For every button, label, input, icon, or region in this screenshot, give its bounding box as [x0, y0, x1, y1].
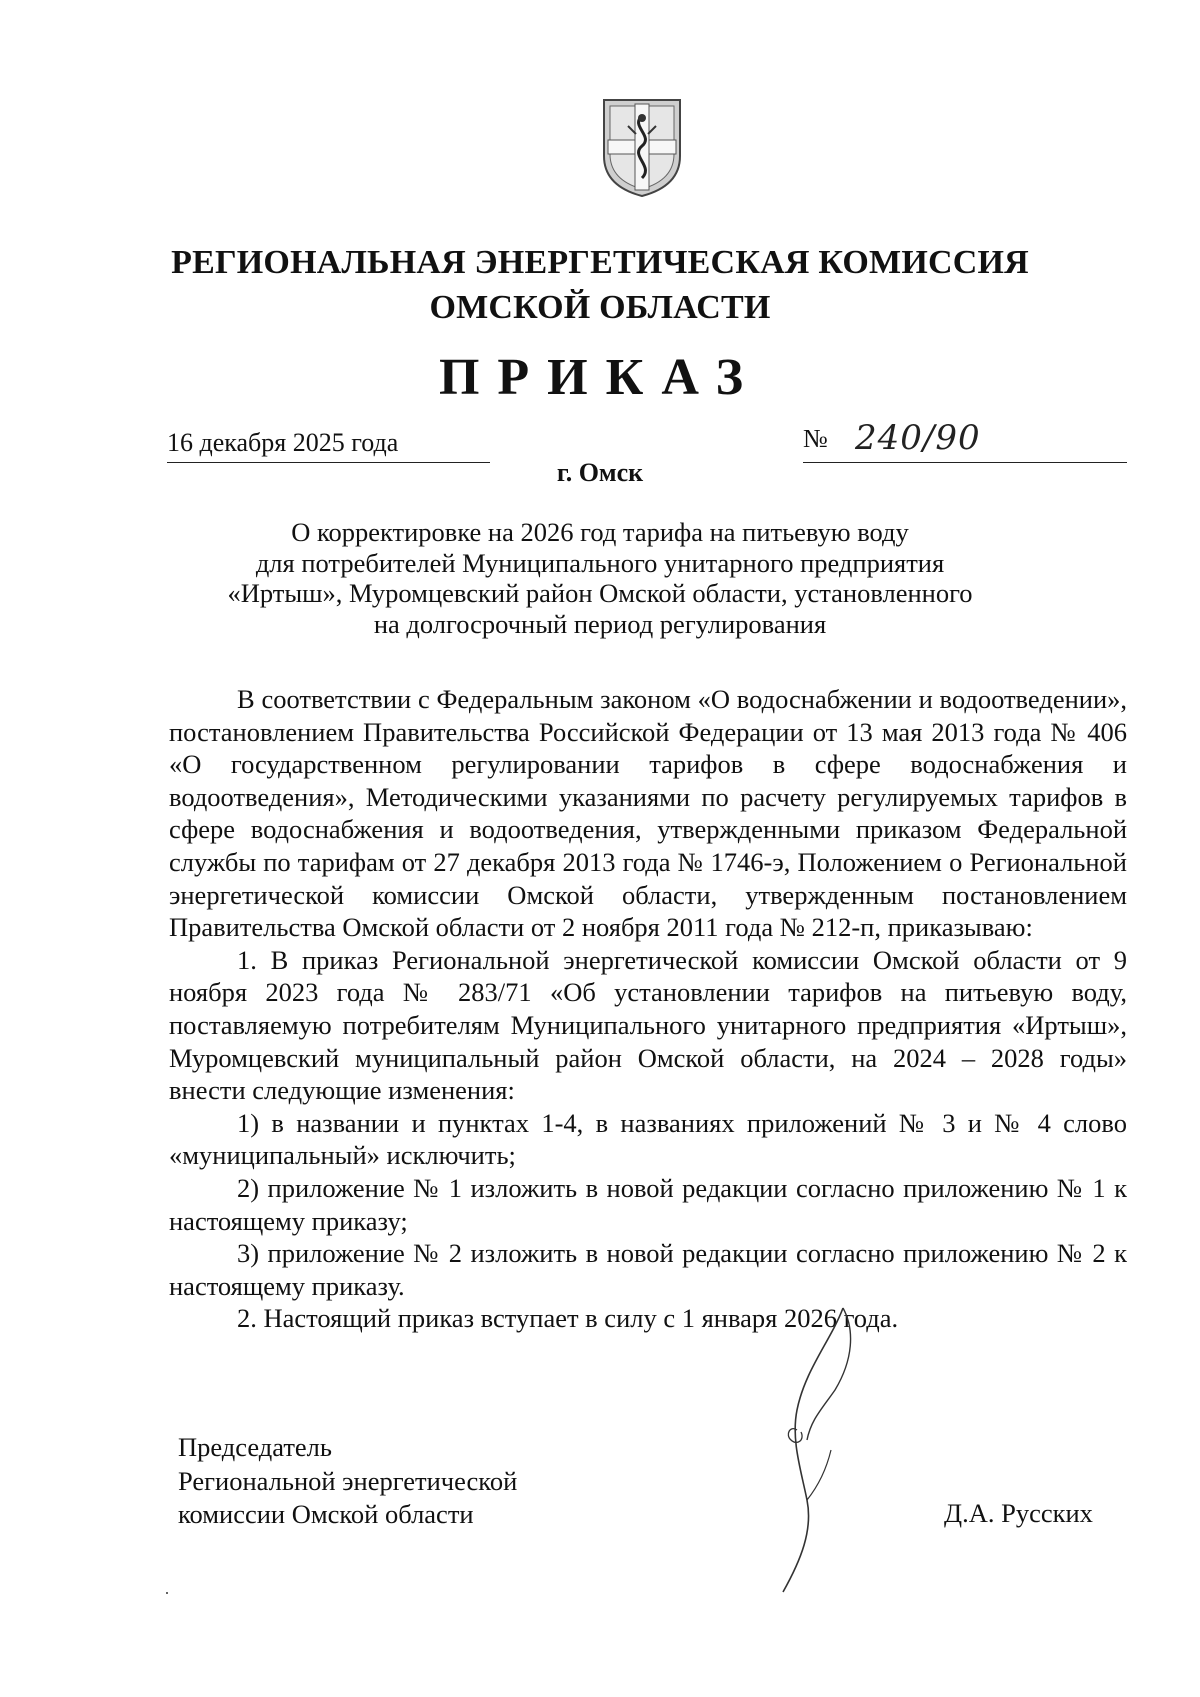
- subject-line-3: «Иртыш», Муромцевский район Омской области, установленного: [227, 578, 973, 608]
- subject-line-1: О корректировке на 2026 год тарифа на питьевую воду: [291, 517, 909, 547]
- signer-position-line-1: Председатель: [178, 1432, 332, 1462]
- organization-line-2: ОМСКОЙ ОБЛАСТИ: [429, 289, 771, 326]
- signer-block: [178, 1431, 517, 1532]
- body-paragraph-subitem-2: 2) приложение № 1 изложить в новой редакции согласно приложению № 1 к настоящему приказу;: [169, 1172, 1127, 1236]
- document-subject: [0, 517, 1200, 639]
- coat-of-arms-emblem: [600, 96, 684, 200]
- city: г. Омск: [556, 458, 644, 487]
- subject-line-2: для потребителей Муниципального унитарного предприятия: [255, 547, 945, 578]
- subject-line-4: на долгосрочный период регулирования: [373, 608, 827, 639]
- signer-position-line-2: Региональной энергетической: [178, 1465, 518, 1496]
- body-paragraph-item-2: 2. Настоящий приказ вступает в силу с 1 января 2026 года.: [237, 1303, 899, 1334]
- organization-line-1: РЕГИОНАЛЬНАЯ ЭНЕРГЕТИЧЕСКАЯ КОМИССИЯ: [171, 244, 1029, 281]
- body-paragraph-subitem-1: 1) в названии и пунктах 1-4, в названиях приложений № 3 и № 4 слово «муниципальный» исключить;: [169, 1107, 1127, 1171]
- document-type-title: ПРИКАЗ: [438, 349, 762, 406]
- document-number: 240/90: [855, 418, 981, 458]
- document-body: [169, 683, 1127, 1335]
- signer-name: Д.А. Русских: [944, 1498, 1093, 1528]
- handwritten-signature: [735, 1300, 865, 1600]
- signer-position-line-3: комиссии Омской области: [178, 1499, 474, 1529]
- body-paragraph-subitem-3: 3) приложение № 2 изложить в новой редакции согласно приложению № 2 к настоящему приказу.: [169, 1238, 1127, 1301]
- body-paragraph-preamble: В соответствии с Федеральным законом «О водоснабжении и водоотведении», постановлением Правительства Российской Федерации от 13 мая 2013 года № 406 «О государственном регулировании тарифов в сфере водоснабжения и водоотведения», Методическими указаниями по расчету регулируемых тарифов в сфере водоснабжения и водоотведения, утвержденными приказом Федеральной службы по тарифам от 27 декабря 2013 года № 1746-э, Положением о Региональной энергетической комиссии Омской области, утвержденным постановлением Правительства Омской области от 2 ноября 2011 года № 212-п, приказываю:: [169, 684, 1127, 943]
- body-paragraph-item-1: 1. В приказ Региональной энергетической комиссии Омской области от 9 ноября 2023 года № 283/71 «Об установлении тарифов на питьевую воду, поставляемую потребителям Муниципального унитарного предприятия «Иртыш», Муромцевский муниципальный район Омской области, на 2024 – 2028 годы» внести следующие изменения:: [169, 944, 1127, 1106]
- document-date: 16 декабря 2025 года: [167, 428, 399, 457]
- stray-mark: [166, 1592, 168, 1594]
- organization-name: [0, 240, 1200, 330]
- number-sign: №: [803, 424, 828, 453]
